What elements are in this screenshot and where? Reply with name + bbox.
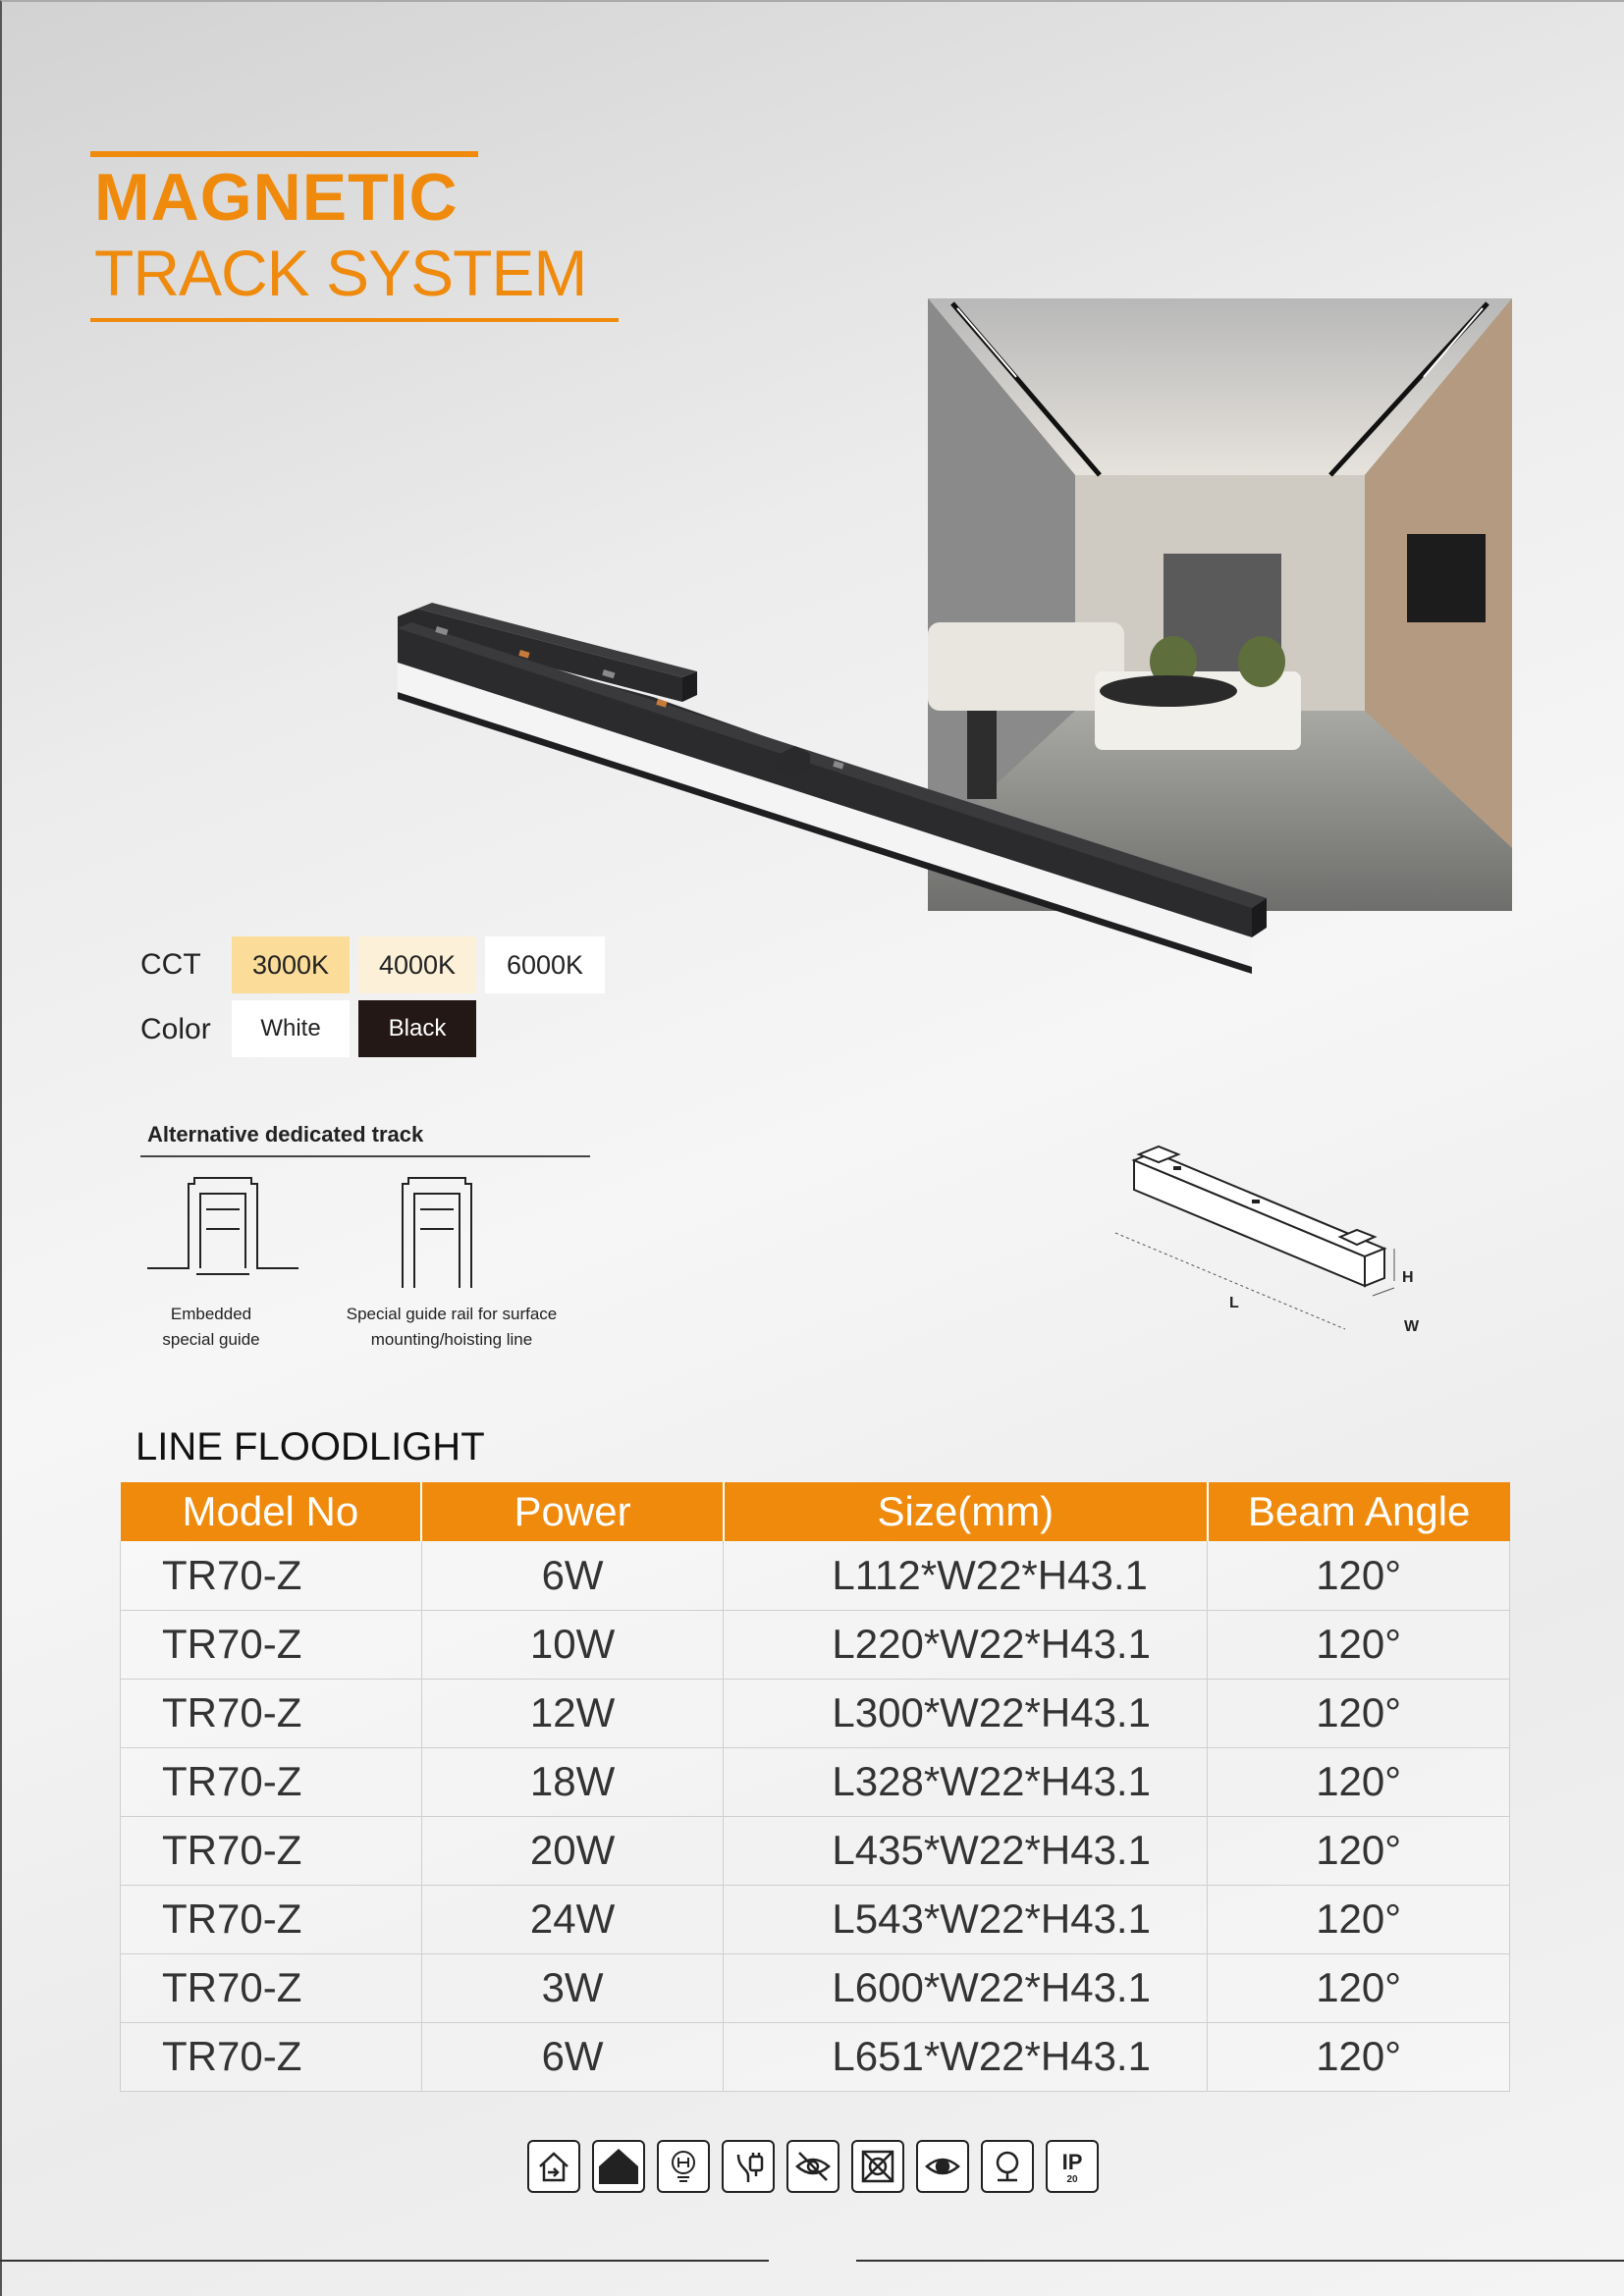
specs-table (120, 1482, 1510, 2092)
feature-icons-row (527, 2140, 1099, 2193)
cell-model: TR70-Z (121, 2022, 422, 2091)
page-title-line1: MAGNETIC (94, 160, 459, 235)
halogen-free-icon (657, 2140, 710, 2193)
cell-model: TR70-Z (121, 1953, 422, 2022)
eye-protection-icon (916, 2140, 969, 2193)
cell-model: TR70-Z (121, 1747, 422, 1816)
cell-size: L112*W22*H43.1 (724, 1541, 1208, 1610)
cell-size: L543*W22*H43.1 (724, 1885, 1208, 1953)
table-row (121, 1541, 1510, 1610)
cell-beam: 120° (1208, 1747, 1510, 1816)
surface-caption-line1: Special guide rail for surface (346, 1305, 558, 1323)
header-power: Power (421, 1482, 724, 1541)
table-row (121, 1610, 1510, 1679)
color-white-chip[interactable]: White (232, 1000, 350, 1057)
cell-model: TR70-Z (121, 1610, 422, 1679)
color-black-chip[interactable]: Black (358, 1000, 476, 1057)
cct-3000k-chip[interactable]: 3000K (232, 936, 350, 993)
cell-beam: 120° (1208, 1885, 1510, 1953)
alt-track-title: Alternative dedicated track (147, 1122, 424, 1147)
cell-beam: 120° (1208, 1610, 1510, 1679)
cell-power: 3W (421, 1953, 724, 2022)
cell-size: L600*W22*H43.1 (724, 1953, 1208, 2022)
surface-caption (334, 1302, 569, 1353)
embedded-caption-line1: Embedded (170, 1305, 252, 1323)
cell-model: TR70-Z (121, 1816, 422, 1885)
cell-model: TR70-Z (121, 1885, 422, 1953)
header-bottom-rule (90, 318, 619, 322)
dim-label-h: H (1402, 1269, 1414, 1286)
cell-size: L651*W22*H43.1 (724, 2022, 1208, 2091)
cell-beam: 120° (1208, 1816, 1510, 1885)
header-model-no: Model No (121, 1482, 422, 1541)
cell-model: TR70-Z (121, 1541, 422, 1610)
cell-size: L435*W22*H43.1 (724, 1816, 1208, 1885)
embedded-caption (137, 1302, 285, 1353)
cell-beam: 120° (1208, 1679, 1510, 1747)
cell-power: 18W (421, 1747, 724, 1816)
footer-rule-left (0, 2260, 769, 2262)
surface-track-diagram (393, 1174, 481, 1297)
table-row (121, 2022, 1510, 2091)
table-row (121, 1679, 1510, 1747)
cell-size: L328*W22*H43.1 (724, 1747, 1208, 1816)
lamp-icon (981, 2140, 1034, 2193)
anti-glare-icon (786, 2140, 839, 2193)
cell-model: TR70-Z (121, 1679, 422, 1747)
cct-4000k-chip[interactable]: 4000K (358, 936, 476, 993)
dimension-drawing (1100, 1139, 1453, 1345)
embedded-track-diagram (147, 1174, 304, 1297)
cutout-icon (851, 2140, 904, 2193)
table-header-row (121, 1482, 1510, 1541)
cell-beam: 120° (1208, 1953, 1510, 2022)
dim-label-l: L (1229, 1295, 1239, 1311)
cell-power: 24W (421, 1885, 724, 1953)
cell-size: L300*W22*H43.1 (724, 1679, 1208, 1747)
cell-power: 6W (421, 1541, 724, 1610)
cell-power: 6W (421, 2022, 724, 2091)
cell-power: 12W (421, 1679, 724, 1747)
section-title: LINE FLOODLIGHT (135, 1425, 485, 1468)
ip-letters: IP (1061, 2150, 1083, 2174)
color-label: Color (140, 1013, 211, 1045)
cell-beam: 120° (1208, 2022, 1510, 2091)
table-row (121, 1816, 1510, 1885)
alt-track-rule (140, 1155, 590, 1157)
table-row (121, 1747, 1510, 1816)
surface-caption-line2: mounting/hoisting line (370, 1330, 533, 1349)
header-top-rule (90, 151, 478, 157)
page-title-line2: TRACK SYSTEM (94, 237, 587, 309)
ceiling-mount-icon (592, 2140, 645, 2193)
embedded-caption-line2: special guide (162, 1330, 260, 1349)
table-row (121, 1885, 1510, 1953)
cct-6000k-chip[interactable]: 6000K (485, 936, 605, 993)
ip-number: 20 (1066, 2174, 1078, 2185)
cell-power: 20W (421, 1816, 724, 1885)
ip20-icon (1046, 2140, 1099, 2193)
indoor-icon (527, 2140, 580, 2193)
header-beam-angle: Beam Angle (1208, 1482, 1510, 1541)
table-row (121, 1953, 1510, 2022)
footer-rule-right (856, 2260, 1624, 2262)
cell-power: 10W (421, 1610, 724, 1679)
cct-label: CCT (140, 948, 201, 981)
dim-label-w: W (1404, 1318, 1420, 1335)
plug-power-icon (722, 2140, 775, 2193)
cell-beam: 120° (1208, 1541, 1510, 1610)
cell-size: L220*W22*H43.1 (724, 1610, 1208, 1679)
header-size: Size(mm) (724, 1482, 1208, 1541)
